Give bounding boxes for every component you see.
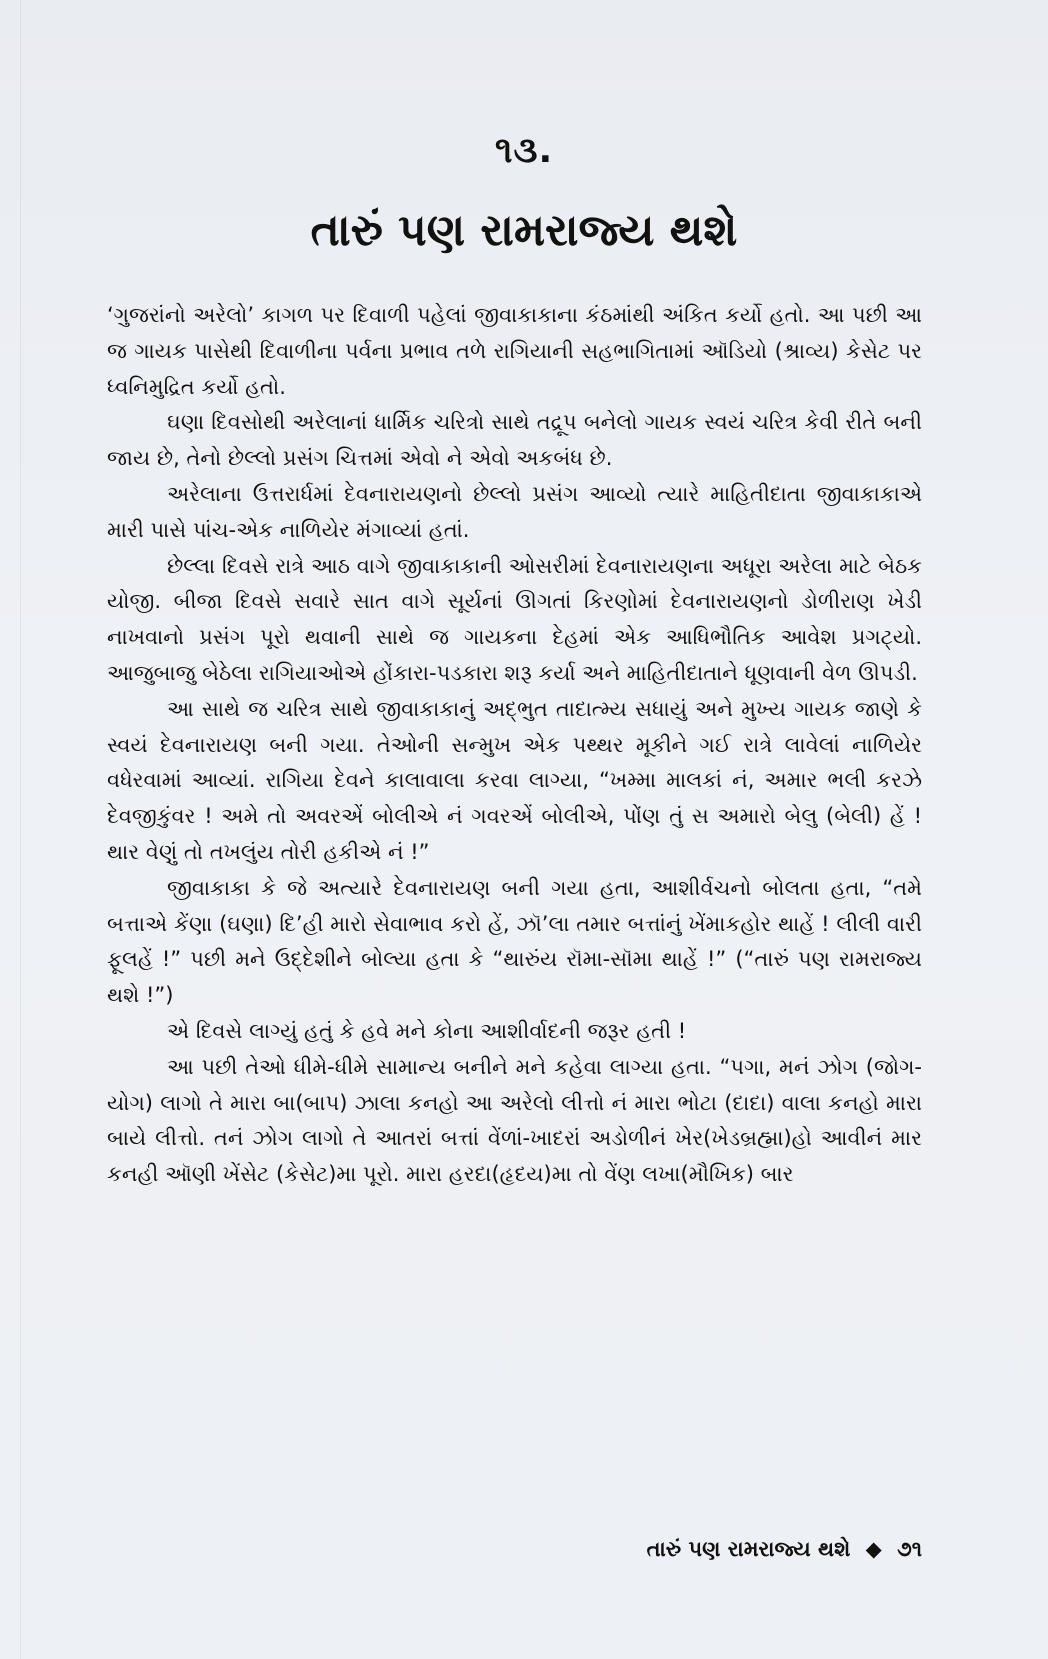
chapter-number: ૧૩.: [494, 130, 554, 171]
paragraph: એ દિવસે લાગ્યું હતું કે હવે મને કોના આશીર્વાદની જરૂર હતી !: [167, 1018, 687, 1043]
paragraph: ‘ગુજરાંનો અરેલો’ કાગળ પર દિવાળી પહેલાં જીવાકાકાના કંઠમાંથી અંકિત કર્યો હતો. આ પછી આ જ ગાયક પાસેથી દિવાળીના પર્વના પ્રભાવ તળે રાગિયાની સહભાગિતામાં ઑડિયો (શ્રાવ્ય) કેસેટ પર ધ્વનિમુદ્રિત કર્યો હતો.: [107, 303, 922, 399]
body-text: [107, 298, 922, 1193]
page-number: ૭૧: [897, 1537, 922, 1561]
paragraph: ઘણા દિવસોથી અરેલાનાં ધાર્મિક ચરિત્રો સાથે તદ્રૂપ બનેલો ગાયક સ્વયં ચરિત્ર કેવી રીતે બની જાય છે, તેનો છેલ્લો પ્રસંગ ચિત્તમાં એવો ને એવો અકબંધ છે.: [107, 410, 922, 471]
chapter-title: તારું પણ રામરાજ્ય થશે: [310, 205, 738, 256]
paragraph: જીવાકાકા કે જે અત્યારે દેવનારાયણ બની ગયા હતા, આશીર્વચનો બોલતા હતા, “તમે બત્તાએ કેંણા (ઘણા) દિ’હી મારો સેવાભાવ કરો હેં, ઝૉ’લા તમાર બત્તાંનું ખેંમાકહોર થાહેં ! લીલી વારી ફૂલહેં !” પછી મને ઉદ્દેશીને બોલ્યા હતા કે “થારુંય રૉમા-સૉમા થાહેં !” (“તારું પણ રામરાજ્ય થશે !”): [107, 875, 922, 1008]
diamond-icon: ◆: [865, 1537, 882, 1561]
paragraph: છેલ્લા દિવસે રાત્રે આઠ વાગે જીવાકાકાની ઓસરીમાં દેવનારાયણના અધૂરા અરેલા માટે બેઠક યોજી. બીજા દિવસે સવારે સાત વાગે સૂર્યનાં ઊગતાં કિરણોમાં દેવનારાયણનો ડોળીરાણ ખેડી નાખવાનો પ્રસંગ પૂરો થવાની સાથે જ ગાયકના દેહમાં એક આધિભૌતિક આવેશ પ્રગટ્યો. આજુબાજુ બેઠેલા રાગિયાઓએ હોંકારા-પડકારા શરૂ કર્યા અને માહિતીદાતાને ધૂણવાની વેળ ઊપડી.: [107, 553, 922, 685]
running-title: તારું પણ રામરાજ્ય થશે: [646, 1537, 851, 1561]
paragraph: આ સાથે જ ચરિત્ર સાથે જીવાકાકાનું અદ્ભુત તાદાત્મ્ય સધાયું અને મુખ્ય ગાયક જાણે કે સ્વયં દેવનારાયણ બની ગયા. તેઓની સન્મુખ એક પથ્થર મૂકીને ગઈ રાત્રે લાવેલાં નાળિયેર વધેરવામાં આવ્યાં. રાગિયા દેવને કાલાવાલા કરવા લાગ્યા, “ખમ્મા માલકાં નં, અમાર ભલી કરઝે દેવજીકુંવર ! અમે તો અવરએં બોલીએ નં ગવરએં બોલીએ, પોંણ તું સ અમારો બેલુ (બેલી) હેં ! થાર વેણું તો તખલુંય તોરી હકીએ નં !”: [107, 696, 922, 864]
page-footer: [647, 1537, 922, 1562]
paragraph: અરેલાના ઉત્તરાર્ધમાં દેવનારાયણનો છેલ્લો પ્રસંગ આવ્યો ત્યારે માહિતીદાતા જીવાકાકાએ મારી પાસે પાંચ-એક નાળિયેર મંગાવ્યાં હતાં.: [107, 481, 922, 542]
paragraph: આ પછી તેઓ ધીમે-ધીમે સામાન્ય બનીને મને કહેવા લાગ્યા હતા. “પગા, મનં ઝોગ (જોગ-યોગ) લાગો તે મારા બા(બાપ) ઝાલા કનહો આ અરેલો લીત્તો નં મારા ભોટા (દાદા) વાલા કનહો મારા બાયે લીત્તો. તનં ઝોગ લાગો તે આતરાં બત્તાં વેંળાં-ખાદરાં અડોળીનં ખેર(ખેડબ્રહ્મા)હો આવીનં માર કનહી ઑણી ખેંસેટ (કેસેટ)મા પૂરો. મારા હરદા(હૃદય)મા તો વેંણ લખા(મૌખિક) બાર: [107, 1054, 922, 1187]
